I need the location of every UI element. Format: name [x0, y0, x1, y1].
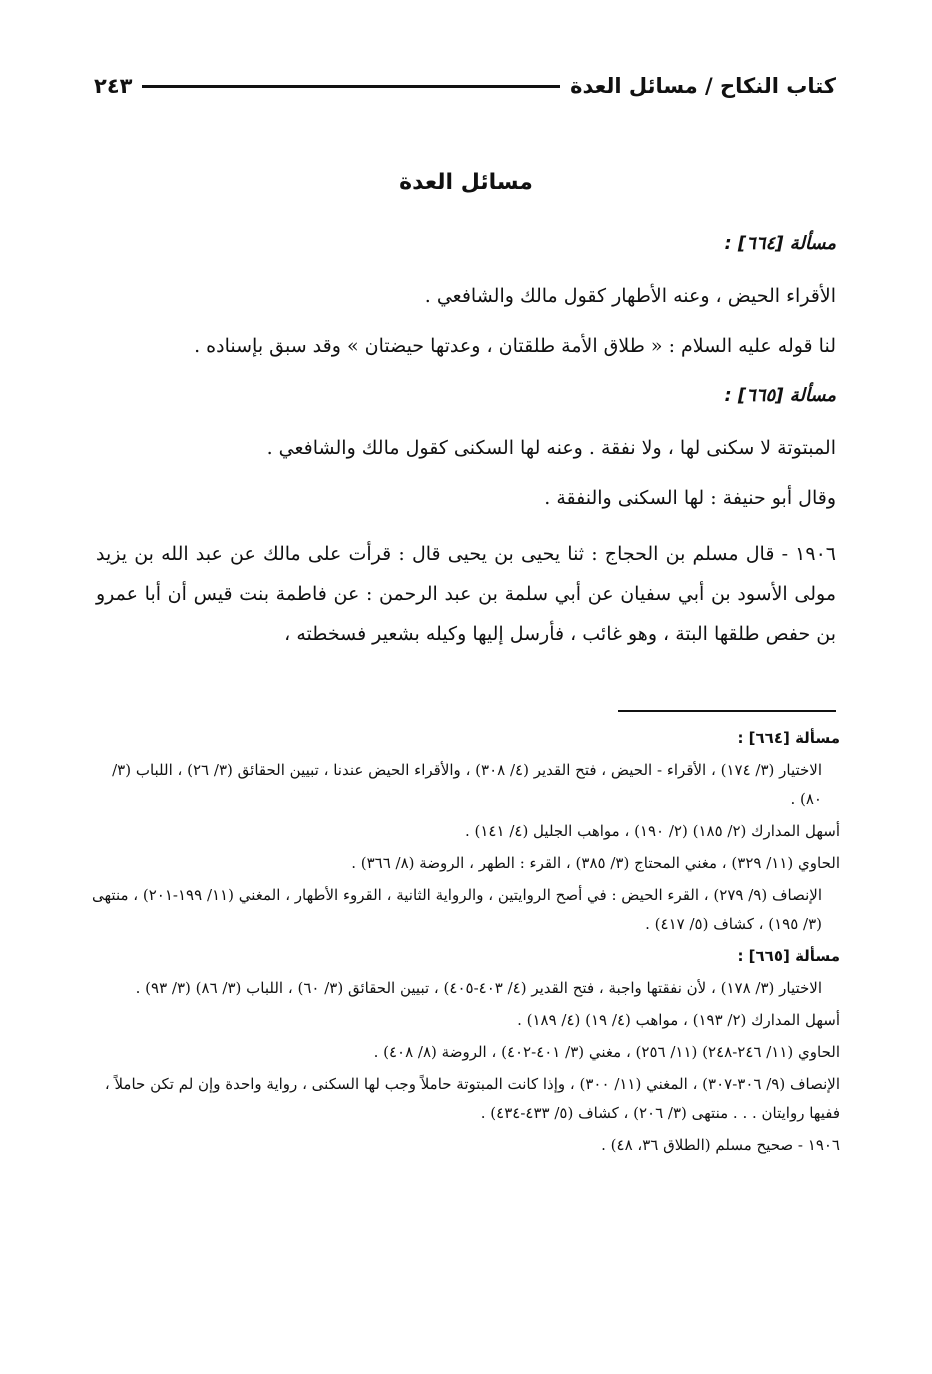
footnote-entry: الاختيار (٣/ ١٧٤) ، الأقراء - الحيض ، فتح القدير (٤/ ٣٠٨) ، والأقراء الحيض عندنا ، تبيين الحقائق (٣/ ٢٦) ، اللباب (٣/ ٨٠) . — [112, 761, 822, 808]
section-title: مسائل العدة — [399, 170, 533, 195]
main-text — [96, 224, 836, 654]
footnote-divider — [618, 710, 836, 712]
footnote-entry: أسهل المدارك (٢/ ١٨٥) (٢/ ١٩٠) ، مواهب الجليل (٤/ ١٤١) . — [464, 822, 840, 840]
footnote-entry: الاختيار (٣/ ١٧٨) ، لأن نفقتها واجبة ، فتح القدير (٤/ ٤٠٣-٤٠٥) ، تبيين الحقائق (٣/ ٦٠) ، اللباب (٣/ ٨٦) (٣/ ٩٣) . — [135, 979, 822, 997]
footnote-entry: الحاوي (١١/ ٣٢٩) ، مغني المحتاج (٣/ ٣٨٥) ، القرء : الطهر ، الروضة (٨/ ٣٦٦) . — [351, 854, 840, 872]
header-rule — [142, 85, 560, 88]
footnotes — [92, 722, 840, 1163]
masala-664-label: مسألة [٦٦٤] : — [724, 233, 836, 254]
footnote-664-label: مسألة [٦٦٤] : — [737, 729, 840, 747]
running-header-title: كتاب النكاح / مسائل العدة — [570, 74, 836, 98]
footnote-665-label: مسألة [٦٦٥] : — [737, 947, 840, 965]
running-header — [94, 66, 836, 106]
masala-664-evidence: لنا قوله عليه السلام : « طلاق الأمة طلقتان ، وعدتها حيضتان » وقد سبق بإسناده . — [194, 335, 836, 357]
footnote-entry: أسهل المدارك (٢/ ١٩٣) ، مواهب (٤/ ١٩) (٤/ ١٨٩) . — [517, 1011, 840, 1029]
masala-665-ruling: المبتوتة لا سكنى لها ، ولا نفقة . وعنه لها السكنى كقول مالك والشافعي . — [266, 437, 836, 459]
masala-664-ruling: الأقراء الحيض ، وعنه الأطهار كقول مالك والشافعي . — [424, 285, 836, 307]
masala-665-hanafi-view: وقال أبو حنيفة : لها السكنى والنفقة . — [544, 487, 836, 509]
footnote-1906: ١٩٠٦ - صحيح مسلم (الطلاق ٣٦، ٤٨) . — [601, 1136, 840, 1154]
footnote-entry: الحاوي (١١/ ٢٤٦-٢٤٨) (١١/ ٢٥٦) ، مغني (٣/ ٤٠١-٤٠٢) ، الروضة (٨/ ٤٠٨) . — [373, 1043, 840, 1061]
footnote-entry: الإنصاف (٩/ ٢٧٩) ، القرء الحيض : في أصح الروايتين ، والرواية الثانية ، القروء الأطهار ، المغني (١١/ ١٩٩-٢٠١) ، منتهى (٣/ ١٩٥) ، كشاف (٥/ ٤١٧) . — [92, 886, 822, 933]
page-number: ٢٤٣ — [94, 74, 133, 98]
footnote-entry: الإنصاف (٩/ ٣٠٦-٣٠٧) ، المغني (١١/ ٣٠٠) ، وإذا كانت المبتوتة حاملاً وجب لها السكنى ، رواية واحدة وإن لم تكن حاملاً ، ففيها روايتان . . . منتهى (٣/ ٢٠٦) ، كشاف (٥/ ٤٣٣-٤٣٤) . — [104, 1075, 840, 1122]
hadith-1906: ١٩٠٦ - قال مسلم بن الحجاج : ثنا يحيى بن يحيى قال : قرأت على مالك عن عبد الله بن يزيد مولى الأسود بن أبي سفيان عن أبي سلمة بن عبد الرحمن : عن فاطمة بنت قيس أن أبا عمرو بن حفص طلقها البتة ، وهو غائب ، فأرسل إليها وكيله بشعير فسخطته ، — [96, 543, 836, 645]
masala-665-label: مسألة [٦٦٥] : — [724, 385, 836, 406]
